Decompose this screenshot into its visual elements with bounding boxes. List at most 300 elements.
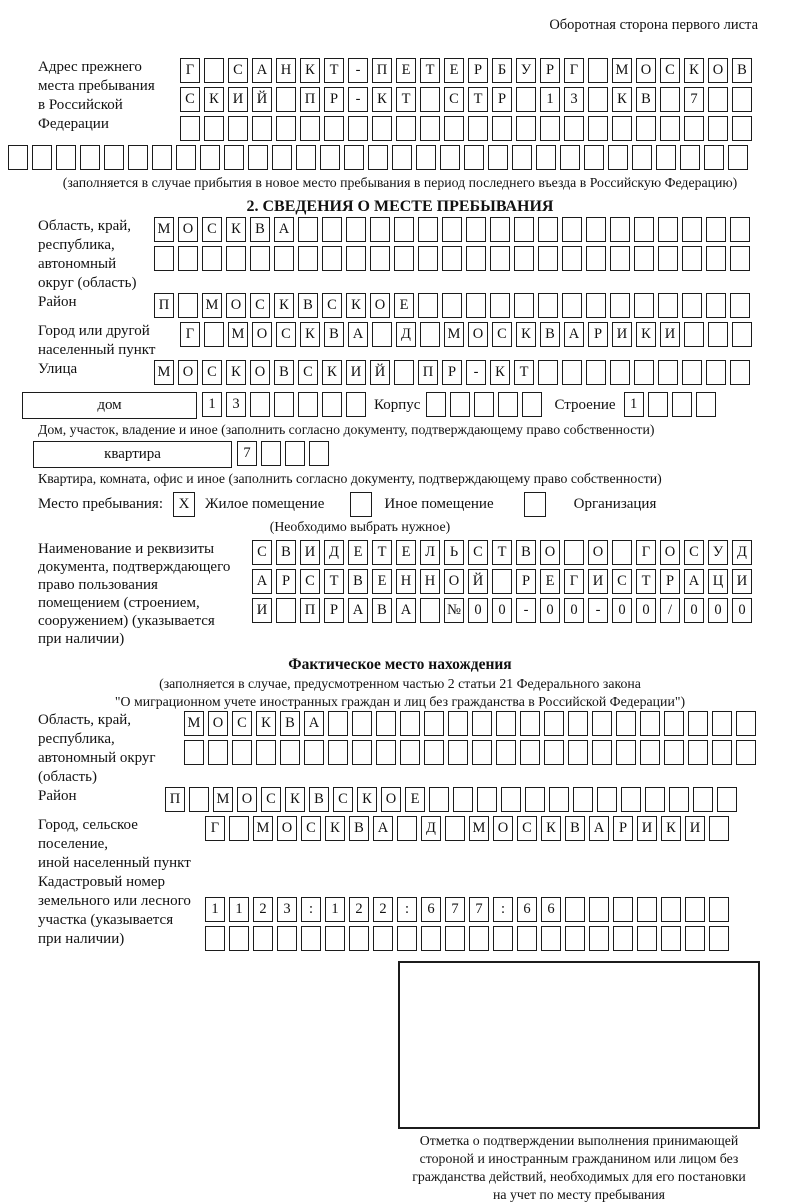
char-cell: В: [565, 816, 585, 841]
char-cell: [472, 711, 492, 736]
char-cell: [634, 217, 654, 242]
char-cell: [276, 598, 296, 623]
char-cell: В: [250, 217, 270, 242]
char-cell: [586, 246, 606, 271]
char-cell: [320, 145, 340, 170]
char-cell: [276, 87, 296, 112]
char-cell: П: [418, 360, 438, 385]
char-cell: 0: [612, 598, 632, 623]
char-cell: М: [253, 816, 273, 841]
char-cell: 1: [325, 897, 345, 922]
char-cell: [730, 293, 750, 318]
char-cell: [392, 145, 412, 170]
char-cell: [586, 217, 606, 242]
char-cell: [152, 145, 172, 170]
char-cell: Р: [324, 598, 344, 623]
char-cell: [664, 711, 684, 736]
char-cell: [189, 787, 209, 812]
char-cell: [712, 711, 732, 736]
char-cell: [732, 322, 752, 347]
char-cell: Г: [180, 58, 200, 83]
char-cell: К: [636, 322, 656, 347]
char-cell: Г: [636, 540, 656, 565]
char-cell: [544, 711, 564, 736]
kvartira-box-label: квартира: [33, 441, 232, 468]
fact-title: Фактическое место нахождения: [288, 656, 512, 673]
char-cell: [285, 441, 305, 466]
field-fact-gorod: [38, 816, 800, 873]
char-cell: 3: [277, 897, 297, 922]
char-cell: 1: [229, 897, 249, 922]
char-cell: 6: [421, 897, 441, 922]
char-cell: Т: [396, 87, 416, 112]
char-cell: Д: [324, 540, 344, 565]
char-cell: П: [154, 293, 174, 318]
char-cell: Л: [420, 540, 440, 565]
char-cell: В: [636, 87, 656, 112]
char-cell: [469, 926, 489, 951]
char-cell: [325, 926, 345, 951]
char-cell: [661, 926, 681, 951]
char-cell: [640, 711, 660, 736]
stamp-note: Отметка о подтверждении выполнения принимающей стороной и иностранным гражданином или лицом без гражданства действий, необходимых для его постановки на учет по месту пребывания: [412, 1133, 746, 1202]
char-cell: Т: [420, 58, 440, 83]
char-cell: В: [372, 598, 392, 623]
char-cell: [450, 392, 470, 417]
char-cell: 2: [253, 897, 273, 922]
char-cell: [682, 246, 702, 271]
char-cell: [424, 711, 444, 736]
char-cell: [514, 217, 534, 242]
fact-gorod-label: Город, сельское поселение, иной населенный пункт: [38, 817, 191, 871]
char-cell: К: [274, 293, 294, 318]
char-cell: Е: [540, 569, 560, 594]
char-cell: К: [684, 58, 704, 83]
char-cell: [660, 87, 680, 112]
char-cell: [562, 293, 582, 318]
char-cell: Г: [564, 569, 584, 594]
char-cell: [250, 392, 270, 417]
char-cell: [373, 926, 393, 951]
char-cell: [538, 360, 558, 385]
option-zhiloe-label: Жилое помещение: [205, 496, 325, 512]
char-cell: У: [708, 540, 728, 565]
char-cell: [32, 145, 52, 170]
char-cell: [613, 897, 633, 922]
char-cell: [228, 116, 248, 141]
char-cell: [309, 441, 329, 466]
char-cell: [466, 293, 486, 318]
char-cell: [418, 293, 438, 318]
char-cell: [517, 926, 537, 951]
char-cell: А: [252, 58, 272, 83]
char-cell: 0: [684, 598, 704, 623]
char-cell: [277, 926, 297, 951]
char-cell: С: [684, 540, 704, 565]
char-cell: [586, 360, 606, 385]
char-cell: 7: [684, 87, 704, 112]
char-cell: Т: [372, 540, 392, 565]
char-grid-fact-oblast-1: [184, 711, 756, 736]
char-cell: К: [226, 360, 246, 385]
char-cell: [370, 246, 390, 271]
char-cell: -: [516, 598, 536, 623]
char-cell: [178, 293, 198, 318]
char-cell: [634, 246, 654, 271]
char-cell: С: [202, 360, 222, 385]
char-cell: Н: [396, 569, 416, 594]
char-cell: М: [469, 816, 489, 841]
char-cell: [472, 740, 492, 765]
char-cell: О: [237, 787, 257, 812]
char-cell: Р: [442, 360, 462, 385]
char-cell: [656, 145, 676, 170]
char-cell: М: [612, 58, 632, 83]
field-doc: [38, 540, 800, 648]
char-cell: [501, 787, 521, 812]
char-cell: [610, 217, 630, 242]
checkbox-inoe: [350, 492, 372, 517]
char-cell: К: [325, 816, 345, 841]
char-grid-korpus: [426, 392, 542, 417]
char-cell: [444, 116, 464, 141]
char-cell: [688, 740, 708, 765]
prev-address-label: Адрес прежнего места пребывания в Российской Федерации: [38, 59, 155, 132]
char-cell: [346, 246, 366, 271]
prev-address-caption: (заполняется в случае прибытия в новое место пребывания в период последнего въезда в Российскую Федерацию): [62, 175, 738, 190]
char-cell: [204, 116, 224, 141]
char-cell: [416, 145, 436, 170]
char-cell: [204, 322, 224, 347]
char-cell: С: [301, 816, 321, 841]
char-cell: [496, 740, 516, 765]
char-cell: 3: [226, 392, 246, 417]
char-cell: Ц: [708, 569, 728, 594]
char-cell: Н: [276, 58, 296, 83]
char-cell: [322, 217, 342, 242]
char-cell: [708, 116, 728, 141]
char-cell: [466, 246, 486, 271]
char-cell: [612, 540, 632, 565]
char-cell: Д: [421, 816, 441, 841]
char-cell: С: [276, 322, 296, 347]
char-cell: [520, 711, 540, 736]
char-cell: К: [661, 816, 681, 841]
char-cell: [372, 116, 392, 141]
char-cell: [658, 360, 678, 385]
char-cell: [200, 145, 220, 170]
char-cell: [660, 116, 680, 141]
prev-address-grids: [180, 58, 752, 145]
mesto-label: Место пребывания:: [38, 496, 163, 512]
char-cell: [396, 116, 416, 141]
char-cell: [621, 787, 641, 812]
field-ulitsa: [38, 360, 800, 389]
char-cell: [562, 246, 582, 271]
char-cell: :: [301, 897, 321, 922]
char-cell: В: [274, 360, 294, 385]
char-cell: [680, 145, 700, 170]
char-cell: Й: [468, 569, 488, 594]
char-cell: Е: [405, 787, 425, 812]
char-cell: П: [300, 87, 320, 112]
char-cell: [426, 392, 446, 417]
char-cell: [709, 897, 729, 922]
char-cell: [80, 145, 100, 170]
char-cell: О: [277, 816, 297, 841]
char-cell: А: [252, 569, 272, 594]
char-cell: [522, 392, 542, 417]
dom-caption: Дом, участок, владение и иное (заполнить согласно документу, подтверждающему право собственности): [38, 422, 655, 437]
char-cell: [648, 392, 668, 417]
char-cell: [250, 246, 270, 271]
char-cell: И: [300, 540, 320, 565]
char-cell: [272, 145, 292, 170]
char-cell: [584, 145, 604, 170]
char-cell: 1: [624, 392, 644, 417]
char-cell: В: [349, 816, 369, 841]
char-cell: [376, 711, 396, 736]
char-cell: Р: [588, 322, 608, 347]
char-cell: [445, 816, 465, 841]
char-cell: [516, 87, 536, 112]
char-cell: О: [381, 787, 401, 812]
char-cell: [536, 145, 556, 170]
checkbox-organizatsiya: [524, 492, 546, 517]
char-cell: [685, 897, 705, 922]
char-cell: [301, 926, 321, 951]
char-cell: В: [348, 569, 368, 594]
char-cell: [514, 293, 534, 318]
char-cell: С: [300, 569, 320, 594]
char-cell: [712, 740, 732, 765]
char-cell: К: [226, 217, 246, 242]
doc-grids: [252, 540, 752, 648]
field-oblast: [38, 217, 800, 293]
page-side-note: Оборотная сторона первого листа: [549, 17, 758, 33]
char-cell: С: [250, 293, 270, 318]
char-cell: [632, 145, 652, 170]
char-grid-kvartira: [237, 441, 329, 466]
fact-oblast-grids: [184, 711, 756, 787]
char-cell: [616, 711, 636, 736]
char-grid-doc-3: [252, 598, 752, 623]
char-cell: Е: [444, 58, 464, 83]
char-cell: Г: [564, 58, 584, 83]
char-cell: [696, 392, 716, 417]
char-cell: [468, 116, 488, 141]
char-cell: 7: [237, 441, 257, 466]
field-kvartira: [33, 441, 800, 470]
char-cell: [400, 740, 420, 765]
char-cell: [610, 293, 630, 318]
char-grid-raion: [154, 293, 750, 318]
char-cell: [477, 787, 497, 812]
char-cell: К: [204, 87, 224, 112]
char-cell: [564, 116, 584, 141]
char-grid-stroenie: [624, 392, 716, 417]
char-cell: К: [256, 711, 276, 736]
char-cell: А: [396, 598, 416, 623]
char-cell: Т: [636, 569, 656, 594]
char-cell: [645, 787, 665, 812]
char-cell: Д: [732, 540, 752, 565]
char-cell: Р: [276, 569, 296, 594]
char-cell: /: [660, 598, 680, 623]
char-cell: Р: [660, 569, 680, 594]
char-cell: К: [357, 787, 377, 812]
char-cell: [204, 58, 224, 83]
char-cell: [229, 816, 249, 841]
char-cell: С: [228, 58, 248, 83]
char-cell: С: [298, 360, 318, 385]
char-cell: И: [228, 87, 248, 112]
char-cell: [573, 787, 593, 812]
char-cell: А: [373, 816, 393, 841]
char-cell: [346, 217, 366, 242]
raion-label: Район: [38, 294, 77, 310]
char-cell: О: [708, 58, 728, 83]
fact-caption-1: (заполняется в случае, предусмотренном частью 2 статьи 21 Федерального закона: [159, 676, 641, 691]
char-cell: И: [732, 569, 752, 594]
char-cell: И: [637, 816, 657, 841]
char-cell: А: [348, 322, 368, 347]
char-cell: А: [304, 711, 324, 736]
char-cell: О: [636, 58, 656, 83]
char-cell: [322, 392, 342, 417]
char-cell: К: [490, 360, 510, 385]
char-cell: [709, 926, 729, 951]
char-cell: Д: [396, 322, 416, 347]
char-cell: [608, 145, 628, 170]
char-cell: [442, 246, 462, 271]
korpus-label: Корпус: [374, 397, 421, 413]
char-cell: [232, 740, 252, 765]
char-grid-prev-address-3: [180, 116, 752, 141]
char-cell: [732, 116, 752, 141]
char-cell: С: [322, 293, 342, 318]
char-cell: К: [322, 360, 342, 385]
char-cell: [372, 322, 392, 347]
char-cell: [613, 926, 633, 951]
char-cell: -: [466, 360, 486, 385]
char-cell: [128, 145, 148, 170]
char-cell: :: [493, 897, 513, 922]
char-cell: К: [346, 293, 366, 318]
char-cell: [394, 246, 414, 271]
char-cell: Р: [492, 87, 512, 112]
field-raion: [38, 293, 800, 322]
oblast-label: Область, край, республика, автономный округ (область): [38, 218, 137, 291]
char-cell: О: [588, 540, 608, 565]
char-cell: Р: [324, 87, 344, 112]
char-cell: В: [309, 787, 329, 812]
char-cell: [658, 293, 678, 318]
char-cell: [208, 740, 228, 765]
char-cell: [490, 293, 510, 318]
char-cell: 1: [205, 897, 225, 922]
char-cell: [298, 217, 318, 242]
char-cell: [324, 116, 344, 141]
char-cell: [304, 740, 324, 765]
char-cell: [418, 246, 438, 271]
char-cell: [300, 116, 320, 141]
char-grid-fact-gorod: [205, 816, 729, 869]
char-cell: [296, 145, 316, 170]
char-cell: О: [178, 360, 198, 385]
char-cell: Г: [205, 816, 225, 841]
char-cell: [464, 145, 484, 170]
char-cell: [520, 740, 540, 765]
char-cell: Е: [394, 293, 414, 318]
char-cell: [376, 740, 396, 765]
char-cell: М: [213, 787, 233, 812]
char-cell: А: [589, 816, 609, 841]
char-cell: 2: [349, 897, 369, 922]
char-cell: [348, 116, 368, 141]
char-cell: [370, 217, 390, 242]
char-cell: [440, 145, 460, 170]
char-cell: 0: [540, 598, 560, 623]
char-cell: К: [372, 87, 392, 112]
char-cell: О: [178, 217, 198, 242]
char-cell: О: [250, 360, 270, 385]
char-cell: А: [274, 217, 294, 242]
char-cell: [493, 926, 513, 951]
char-cell: С: [444, 87, 464, 112]
char-cell: [661, 897, 681, 922]
char-cell: [685, 926, 705, 951]
char-cell: [352, 740, 372, 765]
char-cell: [274, 392, 294, 417]
char-cell: Г: [180, 322, 200, 347]
kvartira-caption: Квартира, комната, офис и иное (заполнить согласно документу, подтверждающему право собственности): [38, 471, 662, 486]
char-cell: [717, 787, 737, 812]
char-cell: С: [333, 787, 353, 812]
char-cell: О: [468, 322, 488, 347]
char-cell: [202, 246, 222, 271]
char-cell: [588, 58, 608, 83]
char-cell: [424, 740, 444, 765]
char-cell: Р: [516, 569, 536, 594]
char-cell: [589, 926, 609, 951]
fact-caption-2: "О миграционном учете иностранных граждан и лиц без гражданства в Российской Федерации"): [114, 694, 686, 709]
char-cell: [730, 217, 750, 242]
char-cell: С: [202, 217, 222, 242]
char-cell: [597, 787, 617, 812]
char-cell: [420, 116, 440, 141]
char-cell: О: [493, 816, 513, 841]
char-cell: [420, 322, 440, 347]
char-cell: [224, 145, 244, 170]
char-cell: Й: [370, 360, 390, 385]
char-cell: К: [300, 322, 320, 347]
char-cell: [442, 217, 462, 242]
char-cell: [180, 116, 200, 141]
char-cell: [706, 360, 726, 385]
char-cell: [704, 145, 724, 170]
char-cell: 3: [564, 87, 584, 112]
char-cell: К: [541, 816, 561, 841]
char-grid-prev-address-2: [180, 87, 752, 112]
char-cell: [420, 598, 440, 623]
char-cell: [728, 145, 748, 170]
char-cell: О: [660, 540, 680, 565]
char-cell: С: [468, 540, 488, 565]
char-cell: [154, 246, 174, 271]
char-cell: [565, 926, 585, 951]
char-cell: №: [444, 598, 464, 623]
